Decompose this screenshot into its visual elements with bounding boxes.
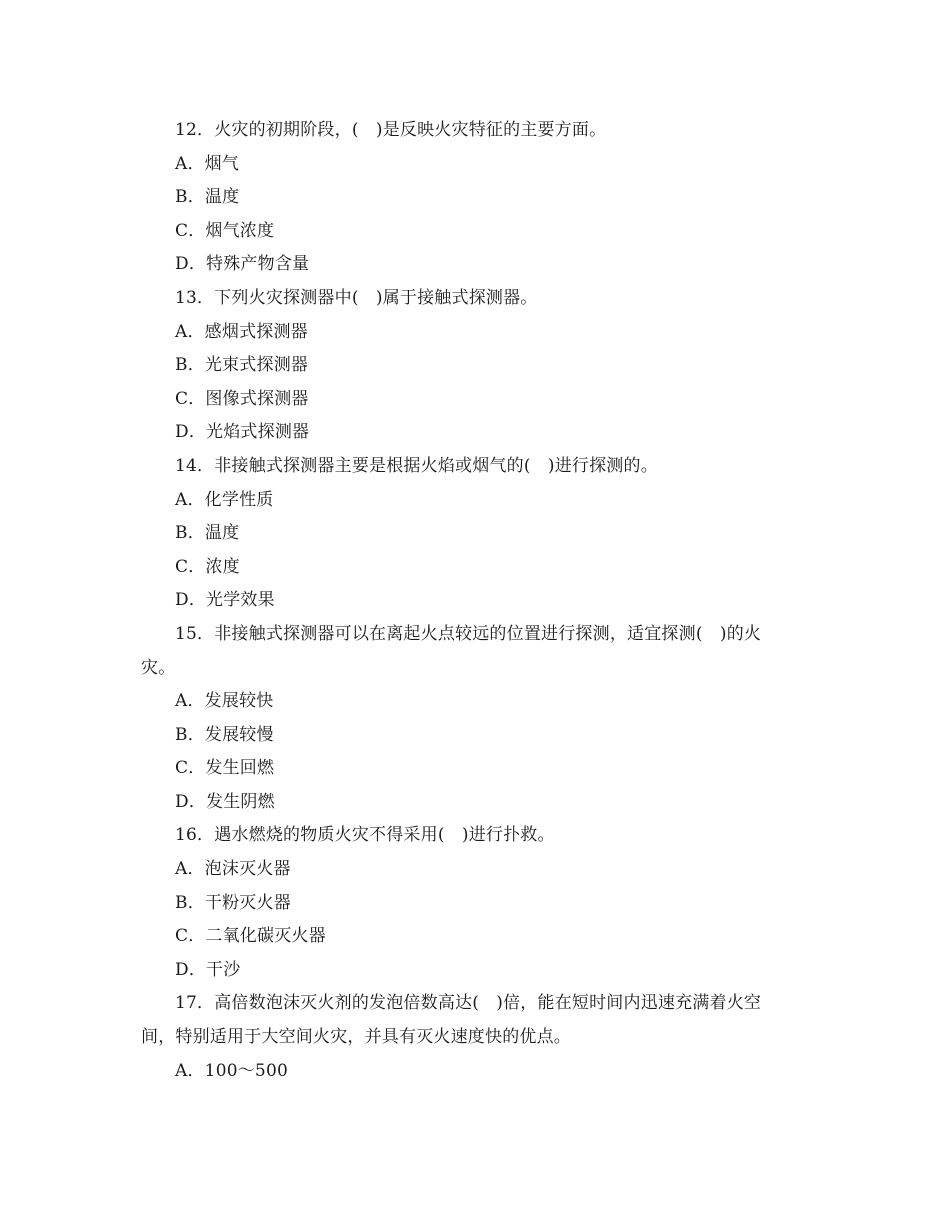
q15-option-c: C．发生回燃 <box>175 758 275 779</box>
question-17: 17．高倍数泡沫灭火剂的发泡倍数高达( )倍，能在短时间内迅速充满着火空 <box>175 993 762 1014</box>
question-15-continued: 灾。 <box>141 657 176 678</box>
q13-option-a: A．感烟式探测器 <box>175 321 308 342</box>
q17-option-a: A．100～500 <box>175 1060 288 1081</box>
q12-option-c: C．烟气浓度 <box>175 220 275 241</box>
q16-option-b: B．干粉灭火器 <box>175 892 291 913</box>
q16-option-a: A．泡沫灭火器 <box>175 859 291 880</box>
q12-option-b: B．温度 <box>175 187 240 208</box>
q15-option-a: A．发展较快 <box>175 691 274 712</box>
question-13: 13．下列火灾探测器中( )属于接触式探测器。 <box>175 287 538 308</box>
q14-option-a: A．化学性质 <box>175 489 274 510</box>
q12-option-a: A．烟气 <box>175 153 240 174</box>
q16-option-d: D．干沙 <box>175 959 241 980</box>
q14-option-d: D．光学效果 <box>175 590 275 611</box>
q13-option-b: B．光束式探测器 <box>175 355 309 376</box>
q16-option-c: C．二氧化碳灭火器 <box>175 926 326 947</box>
question-17-continued: 间，特别适用于大空间火灾，并具有灭火速度快的优点。 <box>141 1027 571 1048</box>
question-14: 14．非接触式探测器主要是根据火焰或烟气的( )进行探测的。 <box>175 455 658 476</box>
q13-option-c: C．图像式探测器 <box>175 388 309 409</box>
question-16: 16．遇水燃烧的物质火灾不得采用( )进行扑救。 <box>175 825 555 846</box>
q14-option-b: B．温度 <box>175 523 240 544</box>
question-15: 15．非接触式探测器可以在离起火点较远的位置进行探测，适宜探测( )的火 <box>175 623 762 644</box>
q15-option-d: D．发生阴燃 <box>175 791 275 812</box>
q15-option-b: B．发展较慢 <box>175 724 274 745</box>
q13-option-d: D．光焰式探测器 <box>175 422 310 443</box>
question-12: 12．火灾的初期阶段，( )是反映火灾特征的主要方面。 <box>175 120 607 140</box>
document-body <box>141 114 813 1088</box>
q12-option-d: D．特殊产物含量 <box>175 254 310 275</box>
q14-option-c: C．浓度 <box>175 556 240 577</box>
